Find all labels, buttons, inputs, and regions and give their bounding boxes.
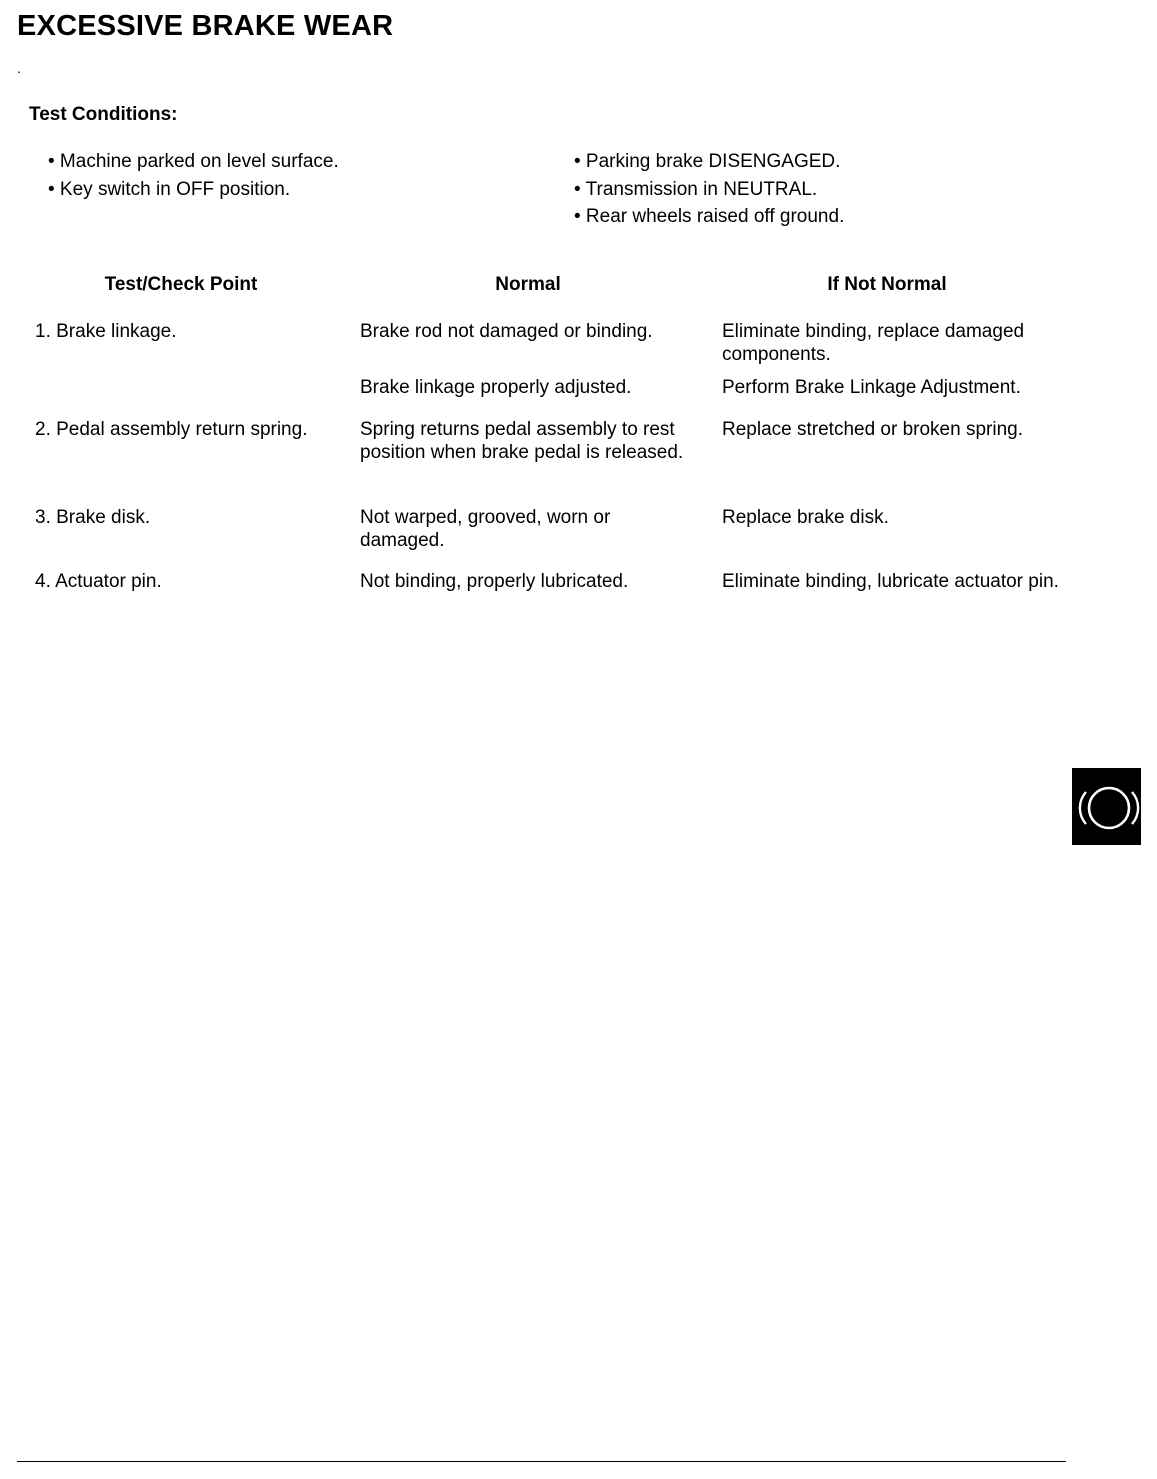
row-1b-if-not-normal: Perform Brake Linkage Adjustment. (722, 377, 1021, 398)
dot-mark: . (17, 60, 21, 76)
condition-item: • Parking brake DISENGAGED. (574, 151, 841, 172)
brake-warning-icon (1072, 768, 1141, 845)
row-2-normal: Spring returns pedal assembly to rest position when brake pedal is released. (360, 419, 684, 463)
section-tab-badge (1072, 768, 1141, 845)
test-conditions-left (48, 148, 339, 203)
row-3-if-not-normal: Replace brake disk. (722, 507, 889, 528)
page-title: EXCESSIVE BRAKE WEAR (17, 10, 394, 42)
column-header-normal: Normal (495, 274, 561, 295)
row-4-normal: Not binding, properly lubricated. (360, 571, 629, 592)
row-1-normal: Brake rod not damaged or binding. (360, 321, 653, 342)
row-2-if-not-normal: Replace stretched or broken spring. (722, 419, 1023, 440)
row-3-check-point: 3. Brake disk. (35, 507, 151, 528)
column-header-check-point: Test/Check Point (104, 274, 258, 295)
bottom-rule (17, 1461, 1066, 1462)
row-1-if-not-normal: Eliminate binding, replace damaged components. (722, 321, 1025, 365)
condition-item: • Key switch in OFF position. (48, 178, 291, 200)
column-header-if-not-normal: If Not Normal (827, 274, 947, 295)
row-4-if-not-normal: Eliminate binding, lubricate actuator pin. (722, 571, 1059, 592)
row-1-check-point: 1. Brake linkage. (35, 321, 177, 342)
condition-item: • Rear wheels raised off ground. (574, 206, 845, 227)
row-1b-normal: Brake linkage properly adjusted. (360, 377, 632, 398)
row-3-normal: Not warped, grooved, worn or damaged. (360, 507, 611, 551)
test-conditions-right (574, 148, 844, 231)
row-4-check-point: 4. Actuator pin. (35, 571, 162, 592)
row-2-check-point: 2. Pedal assembly return spring. (35, 419, 308, 440)
condition-item: • Transmission in NEUTRAL. (574, 178, 818, 200)
condition-item: • Machine parked on level surface. (48, 151, 339, 172)
test-conditions-heading: Test Conditions: (29, 104, 178, 125)
